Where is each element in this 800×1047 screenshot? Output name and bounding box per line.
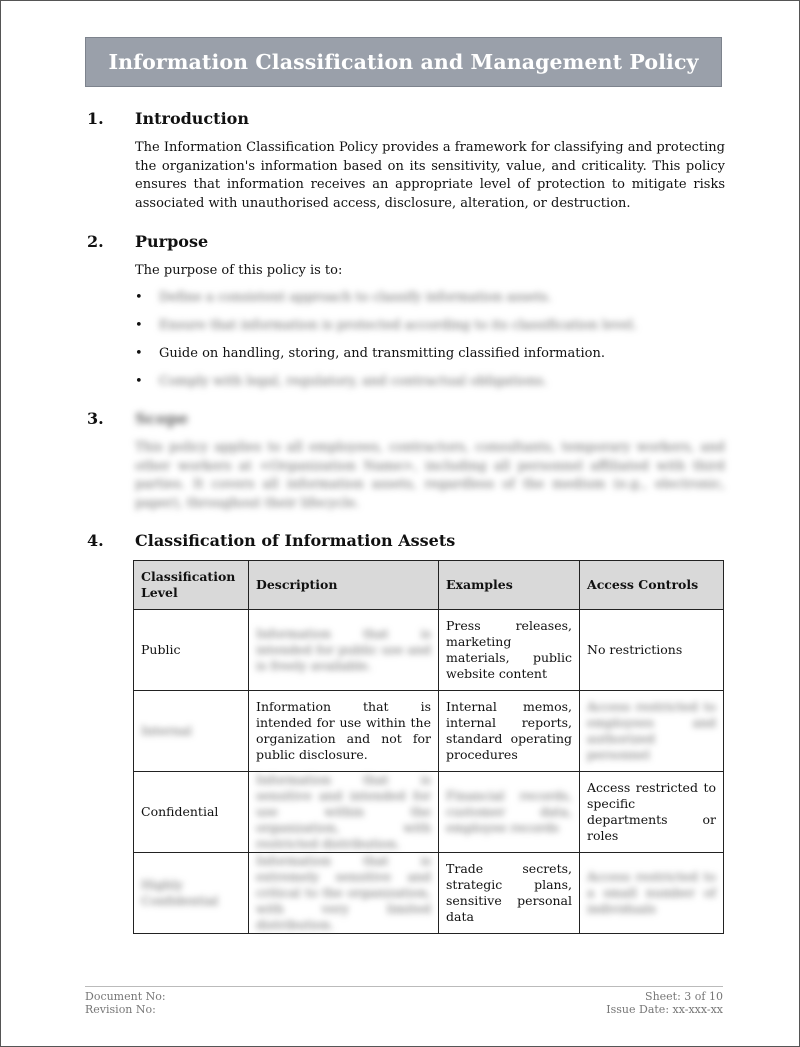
column-header-description: Description [249,561,439,610]
footer-document-no: Document No: [85,990,166,1003]
cell-level: Confidential [134,772,249,853]
bullet-text: Ensure that information is protected according to its classification level. [159,318,638,333]
cell-description: Information that is sensitive and intended for use within the organization, with restricted distribution. [249,772,439,853]
section-title-introduction: Introduction [135,109,249,128]
list-item [135,315,725,343]
cell-access: Access restricted to specific departments or roles [580,772,724,853]
list-item [135,371,725,399]
bullet-icon: • [135,374,143,389]
list-item [135,287,725,315]
cell-examples: Financial records, customer data, employee records [439,772,580,853]
section-number: 4. [87,531,104,550]
classification-table [133,560,724,934]
footer-revision-no: Revision No: [85,1003,156,1016]
footer-divider [85,986,723,987]
cell-description: Information that is intended for use within the organization and not for public disclosure. [249,691,439,772]
table-row [134,610,724,691]
cell-examples: Press releases, marketing materials, public website content [439,610,580,691]
scope-paragraph: This policy applies to all employees, contractors, consultants, temporary workers, and other workers at <Organization Name>, including all personnel affiliated with third parties. It covers all information assets, regardless of the medium (e.g., electronic, paper), throughout their lifecycle. [135,440,725,511]
cell-description: Information that is extremely sensitive and critical to the organization, with very limited distribution. [249,853,439,934]
footer-left [85,990,166,1016]
table-row [134,853,724,934]
bullet-icon: • [135,346,143,361]
cell-examples: Internal memos, internal reports, standard operating procedures [439,691,580,772]
bullet-text: Guide on handling, storing, and transmitting classified information. [159,346,605,361]
column-header-classification-level: Classification Level [134,561,249,610]
purpose-intro: The purpose of this policy is to: [135,263,343,278]
document-title: Information Classification and Management Policy [85,37,722,87]
bullet-icon: • [135,290,143,305]
footer-issue-date: Issue Date: xx-xxx-xx [606,1003,723,1016]
table-header-row [134,561,724,610]
section-number: 1. [87,109,104,128]
footer-right [606,990,723,1016]
cell-access: Access restricted to a small number of individuals [580,853,724,934]
section-number: 2. [87,232,104,251]
purpose-bullet-list [135,287,725,399]
cell-level: Highly Confidential [134,853,249,934]
section-title-purpose: Purpose [135,232,209,251]
bullet-text: Define a consistent approach to classify information assets. [159,290,552,305]
cell-access: No restrictions [580,610,724,691]
section-number: 3. [87,409,104,428]
cell-description: Information that is intended for public use and is freely available. [249,610,439,691]
cell-level: Public [134,610,249,691]
bullet-text: Comply with legal, regulatory, and contractual obligations. [159,374,548,389]
table-row [134,691,724,772]
list-item [135,343,725,371]
cell-access: Access restricted to employees and authorized personnel [580,691,724,772]
section-title-classification: Classification of Information Assets [135,531,456,550]
footer-sheet: Sheet: 3 of 10 [645,990,723,1003]
column-header-access-controls: Access Controls [580,561,724,610]
table-row [134,772,724,853]
introduction-paragraph: The Information Classification Policy provides a framework for classifying and protecting the organization's information based on its sensitivity, value, and criticality. This policy ensures that information receives an appropriate level of protection to mitigate risks associated with unauthorised access, disclosure, alteration, or destruction. [135,140,725,211]
section-title-scope: Scope [135,409,189,428]
column-header-examples: Examples [439,561,580,610]
cell-examples: Trade secrets, strategic plans, sensitive personal data [439,853,580,934]
cell-level: Internal [134,691,249,772]
bullet-icon: • [135,318,143,333]
